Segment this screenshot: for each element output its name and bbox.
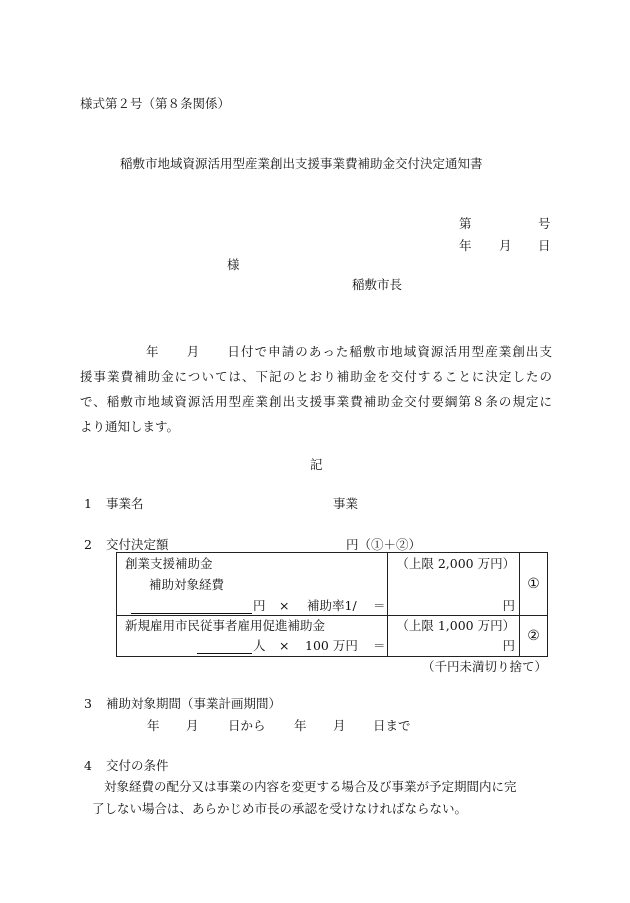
notice-body: [80, 339, 552, 439]
form-number: 様式第２号（第８条関係）: [80, 96, 231, 111]
item3-label: 補助対象期間（事業計画期間）: [106, 696, 282, 711]
row2-limit: （上限 1,000 万円）: [396, 618, 516, 633]
subsidy-calculation-table: [116, 552, 548, 657]
row2-person: 人: [253, 638, 266, 653]
date-month: 月: [499, 238, 512, 253]
number-dai: 第: [459, 216, 472, 231]
ki-heading: 記: [310, 457, 323, 472]
item4-label: 交付の条件: [106, 758, 169, 773]
row1-equals: ＝: [373, 598, 386, 613]
row2-unit: 円: [502, 638, 516, 653]
row2-equals: ＝: [373, 638, 386, 653]
row2-amount: 100 万円: [305, 638, 358, 653]
row1-title: 創業支援補助金: [125, 556, 213, 571]
item3-number: 3: [84, 696, 92, 711]
row1-rate: 補助率1/: [307, 598, 357, 613]
table-row-startup: [117, 553, 548, 616]
condition-line: 対象経費の配分又は事業の内容を変更する場合及び事業が予定期間内に完: [104, 779, 517, 794]
item1-number: 1: [84, 496, 92, 511]
row1-unit: 円: [502, 598, 516, 613]
period-start-year: 年: [147, 718, 160, 733]
row1-limit: （上限 2,000 万円）: [396, 556, 516, 571]
period-start-month: 月: [186, 718, 199, 733]
issuer-mayor: 稲敷市長: [352, 277, 403, 292]
addressee-sama: 様: [227, 257, 240, 272]
period-start-day: 日から: [228, 718, 266, 733]
row2-title: 新規雇用市民従事者雇用促進補助金: [125, 618, 326, 633]
row1-yen: 円: [253, 598, 266, 613]
row1-mark: ①: [520, 553, 548, 616]
item2-suffix: 円（①＋②）: [346, 537, 422, 552]
row2-person-blank: [197, 640, 252, 654]
item1-label: 事業名: [106, 496, 144, 511]
item2-number: 2: [84, 537, 92, 552]
table-note: （千円未満切り捨て）: [422, 659, 548, 674]
row1-subtitle: 補助対象経費: [149, 577, 225, 592]
notice-body-line: 援事業費補助金については、下記のとおり補助金を交付することに決定したの: [80, 369, 552, 384]
item4-number: 4: [84, 758, 92, 773]
condition-line: 了しない場合は、あらかじめ市長の承認を受けなければならない。: [92, 801, 468, 816]
notice-body-line: 年 月 日付で申請のあった稲敷市地域資源活用型産業創出支: [146, 344, 552, 359]
date-day: 日: [538, 238, 551, 253]
number-go: 号: [538, 216, 551, 231]
row2-times: ×: [279, 638, 290, 653]
notice-body-line: で、稲敷市地域資源活用型産業創出支援事業費補助金交付要綱第８条の規定に: [80, 394, 552, 409]
period-end-day: 日まで: [373, 718, 411, 733]
row1-expense-blank: [131, 600, 252, 614]
item2-label: 交付決定額: [106, 537, 169, 552]
document-title: 稲敷市地域資源活用型産業創出支援事業費補助金交付決定通知書: [120, 156, 483, 171]
row1-times: ×: [279, 598, 290, 613]
item1-suffix: 事業: [333, 496, 359, 511]
table-row-employment: [117, 616, 548, 657]
period-end-year: 年: [294, 718, 307, 733]
date-year: 年: [459, 238, 472, 253]
item4-conditions: [80, 776, 552, 820]
notice-body-line: より通知します。: [80, 419, 180, 434]
period-end-month: 月: [333, 718, 346, 733]
row2-mark: ②: [520, 616, 548, 657]
